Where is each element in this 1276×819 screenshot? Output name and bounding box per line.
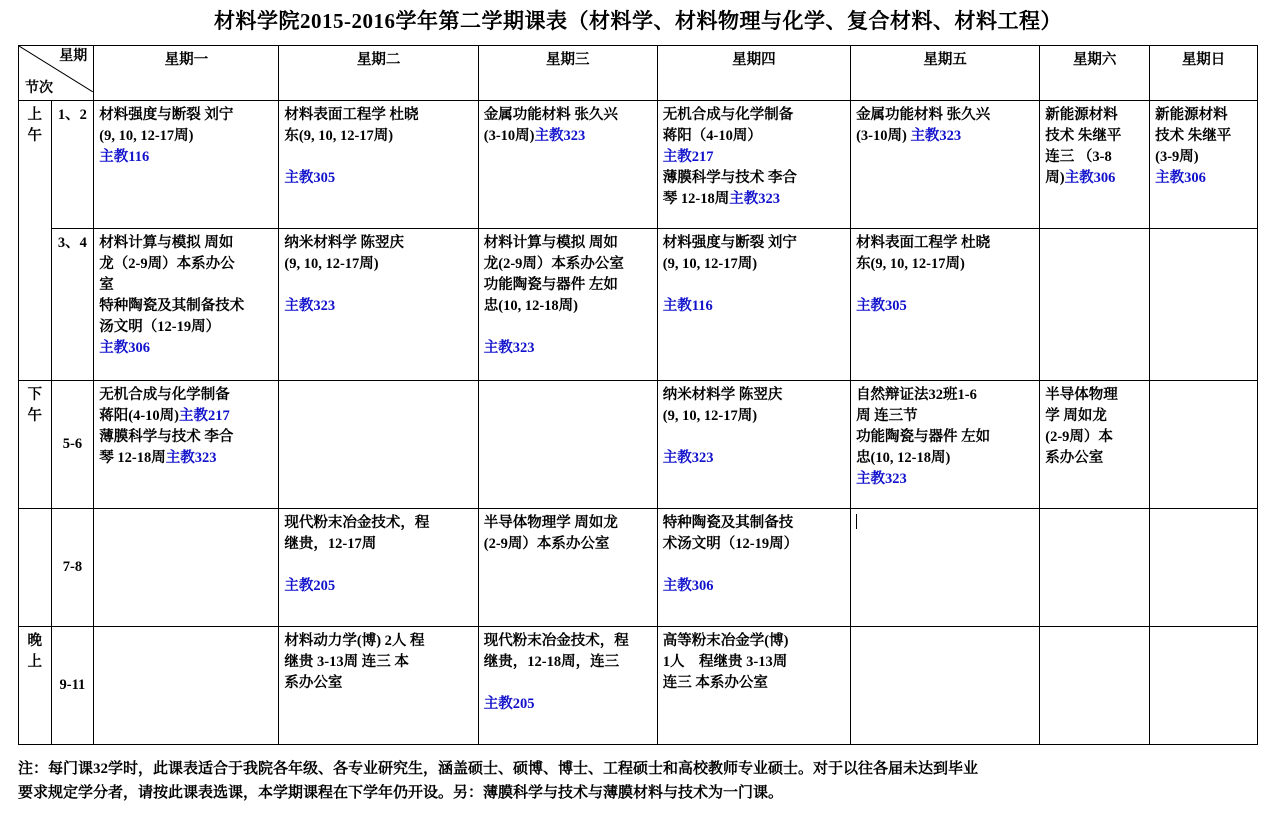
course-line [284, 147, 472, 168]
course-cell-wed-p5[interactable] [478, 627, 657, 745]
course-line: (2-9周）本系办公室 [483, 536, 610, 553]
course-text: (3-10周) [483, 128, 535, 145]
course-cell-tue-p3[interactable] [279, 381, 478, 509]
course-cell-sun-p4[interactable] [1150, 509, 1258, 627]
table-row [19, 101, 1258, 229]
course-cell-fri-p2[interactable] [851, 229, 1040, 381]
course-cell-thu-p2[interactable] [657, 229, 850, 381]
course-line: 现代粉末冶金技术，程 [483, 633, 629, 650]
course-line: 龙(2-9周）本系办公室 [483, 256, 624, 273]
course-line: 术汤文明（12-19周） [662, 536, 799, 553]
course-line: 新能源材料 [1045, 107, 1118, 124]
course-cell-content [1155, 385, 1252, 399]
course-cell-mon-p2[interactable] [94, 229, 279, 381]
course-cell-tue-p2[interactable] [279, 229, 478, 381]
course-line: 功能陶瓷与器件 左如 [856, 429, 991, 446]
daypart-morning: 上午 [19, 101, 52, 381]
course-line: 材料表面工程学 杜晓 [856, 235, 991, 252]
column-header-sun: 星期日 [1150, 46, 1258, 101]
course-cell-sun-p1[interactable] [1150, 101, 1258, 229]
course-cell-content [1045, 105, 1144, 189]
classroom-label: 主教205 [483, 696, 535, 713]
course-cell-tue-p1[interactable] [279, 101, 478, 229]
course-cell-sun-p2[interactable] [1150, 229, 1258, 381]
course-cell-content [484, 233, 652, 359]
classroom-label: 主教323 [910, 128, 962, 145]
course-cell-thu-p1[interactable] [657, 101, 850, 229]
course-line: 纳米材料学 陈翌庆 [662, 387, 783, 404]
course-line [99, 338, 273, 359]
course-line [284, 296, 472, 317]
course-line: 系办公室 [284, 675, 343, 692]
course-cell-tue-p5[interactable] [279, 627, 478, 745]
course-cell-content [1155, 631, 1252, 645]
course-cell-content [663, 105, 845, 210]
course-line: 特种陶瓷及其制备技 [662, 515, 794, 532]
course-cell-fri-p5[interactable] [851, 627, 1040, 745]
corner-header [19, 46, 94, 101]
course-line [99, 406, 273, 427]
course-cell-sat-p2[interactable] [1040, 229, 1150, 381]
course-line: 半导体物理学 周如龙 [483, 515, 618, 532]
course-line [663, 296, 845, 317]
course-cell-wed-p2[interactable] [478, 229, 657, 381]
classroom-label: 主教116 [99, 149, 150, 166]
course-cell-fri-p4[interactable] [851, 509, 1040, 627]
course-line: 特种陶瓷及其制备技术 [99, 298, 245, 315]
course-line: (9, 10, 12-17周) [99, 128, 194, 145]
course-line [663, 275, 845, 296]
course-text: 琴 12-18周 [99, 450, 166, 467]
classroom-label: 主教323 [534, 128, 586, 145]
course-cell-content [284, 513, 472, 597]
course-line: (9, 10, 12-17周) [662, 408, 758, 425]
footer-note-line2: 要求规定学分者，请按此课表选课，本学期课程在下学年仍开设。另：薄膜科学与技术与薄膜材料与技术为一门课。 [18, 785, 784, 802]
course-cell-fri-p3[interactable] [851, 381, 1040, 509]
classroom-label: 主教305 [284, 170, 336, 187]
course-line [856, 296, 1034, 317]
course-cell-content [99, 233, 273, 359]
course-line: 材料强度与断裂 刘宁 [662, 235, 797, 252]
course-cell-wed-p3[interactable] [478, 381, 657, 509]
classroom-label: 主教323 [662, 450, 714, 467]
course-line: 继贵，12-18周，连三 [483, 654, 620, 671]
text-cursor [856, 514, 857, 529]
classroom-label: 主教323 [284, 298, 336, 315]
course-cell-sat-p4[interactable] [1040, 509, 1150, 627]
course-text: 琴 12-18周 [662, 191, 730, 208]
course-cell-content [99, 513, 273, 527]
course-cell-thu-p3[interactable] [657, 381, 850, 509]
course-line: (3-9周) [1155, 149, 1199, 166]
course-cell-sat-p5[interactable] [1040, 627, 1150, 745]
course-cell-sun-p5[interactable] [1150, 627, 1258, 745]
course-cell-mon-p3[interactable] [94, 381, 279, 509]
table-row [19, 381, 1258, 509]
course-line [663, 147, 845, 168]
course-cell-wed-p4[interactable] [478, 509, 657, 627]
course-line: 半导体物理 [1045, 387, 1118, 404]
classroom-label: 主教323 [483, 340, 535, 357]
course-line [284, 275, 472, 296]
course-cell-mon-p5[interactable] [94, 627, 279, 745]
course-line [484, 673, 652, 694]
course-line: 连三 （3-8 [1045, 149, 1112, 166]
course-cell-content [99, 105, 273, 168]
course-line [484, 317, 652, 338]
classroom-label: 主教323 [856, 471, 907, 488]
classroom-label: 主教116 [662, 298, 713, 315]
course-line: 现代粉末冶金技术，程 [284, 515, 430, 532]
course-cell-content [284, 105, 472, 189]
course-cell-content [484, 385, 652, 399]
course-line: 龙（2-9周）本系办公 [99, 256, 235, 273]
course-cell-fri-p1[interactable] [851, 101, 1040, 229]
course-line: 高等粉末冶金学(博) [662, 633, 789, 650]
course-cell-content [284, 385, 472, 399]
course-cell-mon-p1[interactable] [94, 101, 279, 229]
classroom-label: 主教306 [1155, 170, 1206, 187]
table-header-row [19, 46, 1258, 101]
schedule-table [18, 45, 1258, 745]
course-line: 东(9, 10, 12-17周) [856, 256, 965, 273]
table-row [19, 627, 1258, 745]
classroom-label: 主教205 [284, 578, 336, 595]
course-line: (9, 10, 12-17周) [662, 256, 758, 273]
course-cell-sat-p3[interactable] [1040, 381, 1150, 509]
course-line: 学 周如龙 [1045, 408, 1107, 425]
course-line [99, 448, 273, 469]
course-line [663, 448, 845, 469]
course-cell-thu-p4[interactable] [657, 509, 850, 627]
classroom-label: 主教217 [662, 149, 714, 166]
course-cell-mon-p4[interactable] [94, 509, 279, 627]
course-line [484, 694, 652, 715]
period-label-2: 3、4 [51, 229, 94, 381]
course-line [284, 168, 472, 189]
course-line: 新能源材料 [1155, 107, 1228, 124]
column-header-wed: 星期三 [478, 46, 657, 101]
course-line: 金属功能材料 张久兴 [483, 107, 618, 124]
course-line [856, 126, 1034, 147]
course-line: 忠(10, 12-18周) [856, 450, 951, 467]
course-line: 室 [99, 277, 114, 294]
course-cell-content [663, 631, 845, 694]
footer-note-line1: 注：每门课32学时，此课表适合于我院各年级、各专业研究生，涵盖硕士、硕博、博士、工程硕士和高校教师专业硕士。对于以往各届未达到毕业 [18, 761, 979, 778]
schedule-body [19, 101, 1258, 745]
course-text: 蒋阳(4-10周) [99, 408, 180, 425]
course-cell-content [1045, 513, 1144, 527]
course-line: 材料强度与断裂 刘宁 [99, 107, 234, 124]
course-line: 继贵，12-17周 [284, 536, 377, 553]
course-line: 薄膜科学与技术 李合 [662, 170, 797, 187]
column-header-fri: 星期五 [851, 46, 1040, 101]
course-cell-content [856, 233, 1034, 317]
course-line: 连三 本系办公室 [662, 675, 768, 692]
course-cell-tue-p4[interactable] [279, 509, 478, 627]
course-line [99, 147, 273, 168]
period-label-3: 5-6 [51, 381, 94, 509]
course-line [1045, 168, 1144, 189]
course-line [663, 576, 845, 597]
classroom-label: 主教217 [179, 408, 230, 425]
course-cell-content [1045, 385, 1144, 469]
course-line: 纳米材料学 陈翌庆 [284, 235, 405, 252]
classroom-label: 主教323 [165, 450, 217, 467]
course-cell-content [1045, 631, 1144, 645]
classroom-label: 主教305 [856, 298, 907, 315]
period-label-1: 1、2 [51, 101, 94, 229]
classroom-label: 主教323 [729, 191, 781, 208]
course-line [284, 555, 472, 576]
course-line: 蒋阳（4-10周） [662, 128, 762, 145]
course-cell-content [284, 233, 472, 317]
column-header-thu: 星期四 [657, 46, 850, 101]
course-line: 无机合成与化学制备 [99, 387, 230, 404]
classroom-label: 主教306 [1064, 170, 1116, 187]
course-line [284, 576, 472, 597]
course-cell-content [1045, 233, 1144, 247]
course-line: (2-9周）本 [1045, 429, 1113, 446]
course-cell-content [284, 631, 472, 694]
course-cell-content [484, 513, 652, 555]
period-label-5: 9-11 [51, 627, 94, 745]
classroom-label: 主教306 [662, 578, 714, 595]
schedule-page [0, 8, 1276, 819]
course-line: 1人 程继贵 3-13周 [662, 654, 788, 671]
course-cell-content [484, 105, 652, 147]
page-title: 材料学院2015-2016学年第二学期课表（材料学、材料物理与化学、复合材料、材料工程） [214, 9, 1062, 33]
period-label-4: 7-8 [51, 509, 94, 627]
course-cell-content [99, 385, 273, 469]
course-line [1155, 168, 1252, 189]
course-line [856, 275, 1034, 296]
course-line: 金属功能材料 张久兴 [856, 107, 991, 124]
course-cell-sat-p1[interactable] [1040, 101, 1150, 229]
course-line: 技术 朱继平 [1155, 128, 1232, 145]
course-line: 薄膜科学与技术 李合 [99, 429, 234, 446]
corner-week-label: 星期 [59, 49, 88, 65]
course-line: 材料表面工程学 杜晓 [284, 107, 419, 124]
course-line [663, 427, 845, 448]
daypart-afternoon: 下午 [19, 381, 52, 509]
footer-note [18, 757, 1258, 805]
course-line [663, 555, 845, 576]
course-cell-content [99, 631, 273, 645]
course-line: 东(9, 10, 12-17周) [284, 128, 394, 145]
course-line: 材料动力学(博) 2人 程 [284, 633, 425, 650]
course-line [484, 126, 652, 147]
column-header-tue: 星期二 [279, 46, 478, 101]
course-line: 无机合成与化学制备 [662, 107, 794, 124]
course-line: 材料计算与模拟 周如 [483, 235, 618, 252]
course-line: 汤文明（12-19周） [99, 319, 221, 336]
classroom-label: 主教306 [99, 340, 151, 357]
daypart-evening: 晚上 [19, 627, 52, 745]
course-cell-content [856, 631, 1034, 645]
course-cell-content [856, 105, 1034, 147]
course-line [663, 189, 845, 210]
course-cell-content [856, 513, 1034, 534]
course-cell-content [663, 233, 845, 317]
course-cell-content [663, 385, 845, 469]
corner-period-label: 节次 [25, 81, 53, 96]
course-line: 忠(10, 12-18周) [483, 298, 579, 315]
course-line: 继贵 3-13周 连三 本 [284, 654, 409, 671]
course-cell-content [663, 513, 845, 597]
course-line [484, 338, 652, 359]
table-row [19, 229, 1258, 381]
course-line: (9, 10, 12-17周) [284, 256, 379, 273]
course-line: 材料计算与模拟 周如 [99, 235, 234, 252]
course-line: 技术 朱继平 [1045, 128, 1122, 145]
course-text: (3-10周) [856, 128, 911, 145]
course-cell-wed-p1[interactable] [478, 101, 657, 229]
column-header-mon: 星期一 [94, 46, 279, 101]
course-line: 功能陶瓷与器件 左如 [483, 277, 618, 294]
course-cell-content [1155, 105, 1252, 189]
table-row [19, 509, 1258, 627]
course-cell-content [484, 631, 652, 715]
daypart-blank [19, 509, 52, 627]
course-cell-content [1155, 513, 1252, 527]
course-cell-sun-p3[interactable] [1150, 381, 1258, 509]
course-text: 周) [1045, 170, 1065, 187]
course-line: 自然辩证法32班1-6 [856, 387, 977, 404]
course-line [856, 469, 1034, 490]
course-cell-content [856, 385, 1034, 490]
course-cell-thu-p5[interactable] [657, 627, 850, 745]
course-line: 系办公室 [1045, 450, 1104, 467]
column-header-sat: 星期六 [1040, 46, 1150, 101]
course-line: 周 连三节 [856, 408, 918, 425]
course-cell-content [1155, 233, 1252, 247]
